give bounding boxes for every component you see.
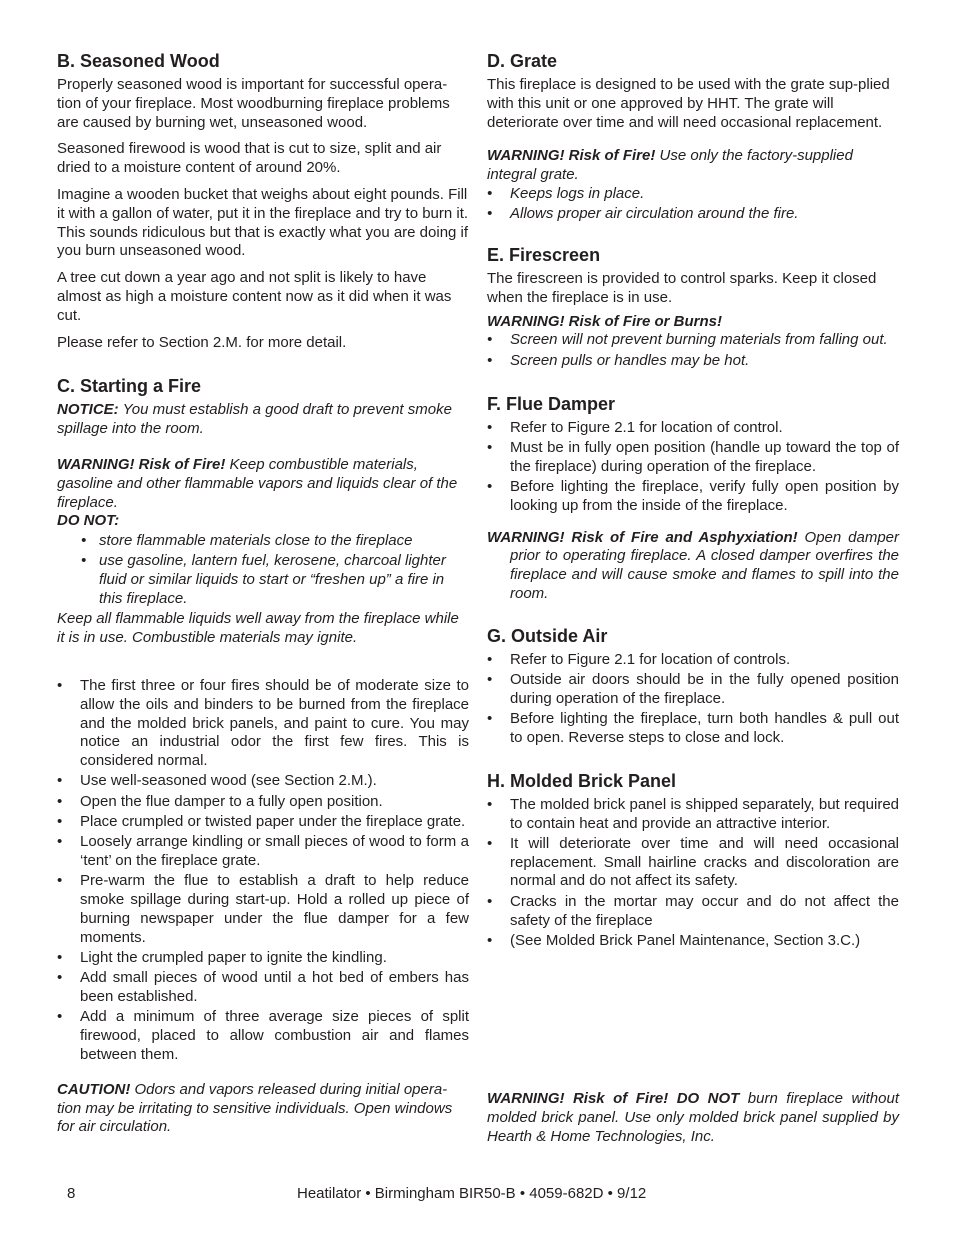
outside-air-list bbox=[487, 651, 899, 748]
notice-label: NOTICE: bbox=[57, 401, 119, 419]
list-item: • The first three or four fires should be of moderate size to allow the oils and binders to be burned from the fireplace and the molded brick panels, and paint to cure. You may notice an industrial odor the first few fires. This is considered normal. bbox=[57, 677, 469, 771]
list-item: • Pre-warm the flue to establish a draft to help reduce smoke spillage during start-up. Hold a rolled up piece of burning newspaper under the flue damper for a few moments. bbox=[57, 872, 469, 947]
flue-damper-list bbox=[487, 419, 899, 516]
section-b-paragraph: Properly seasoned wood is important for successful opera-tion of your fireplace. Most woodburning fireplace problems are caused by burning wet, unseasoned wood. bbox=[57, 76, 450, 131]
list-item: • Screen pulls or handles may be hot. bbox=[487, 352, 899, 371]
caution-text: CAUTION! Odors and vapors released during initial opera-tion may be irritating to sensitive individuals. Open windows for air circulation. bbox=[57, 1080, 453, 1136]
section-b-paragraph: A tree cut down a year ago and not split is likely to have almost as high a moisture content now as it did when it was cut. bbox=[57, 269, 452, 324]
do-not-list bbox=[57, 532, 469, 609]
list-item: • Use well-seasoned wood (see Section 2.M.). bbox=[57, 772, 469, 791]
warning-label: WARNING! Risk of Fire or Burns! bbox=[487, 312, 723, 330]
section-b-paragraph: Imagine a wooden bucket that weighs about eight pounds. Fill it with a gallon of water, put it in the fireplace and try to burn it. This sounds ridiculous but that is exactly what you are doing if you burn unseasoned wood. bbox=[57, 185, 469, 260]
page-number: 8 bbox=[67, 1185, 76, 1202]
list-item: • Allows proper air circulation around the fire. bbox=[487, 205, 899, 224]
section-e-paragraph: The firescreen is provided to control sparks. Keep it closed when the fireplace is in use. bbox=[487, 270, 877, 306]
list-item: • Light the crumpled paper to ignite the kindling. bbox=[57, 949, 469, 968]
list-item: • Place crumpled or twisted paper under the fireplace grate. bbox=[57, 813, 469, 832]
right-column bbox=[487, 50, 899, 952]
section-b-paragraph: Seasoned firewood is wood that is cut to size, split and air dried to a moisture content of around 20%. bbox=[57, 140, 442, 177]
section-f-title: F. Flue Damper bbox=[487, 393, 616, 414]
section-c-title: C. Starting a Fire bbox=[57, 376, 202, 397]
list-item: • use gasoline, lantern fuel, kerosene, charcoal lighter fluid or similar liquids to start or “freshen up” a fire in this fireplace. bbox=[57, 552, 469, 608]
keep-away-text: Keep all flammable liquids well away from the fireplace while it is in use. Combustible materials may ignite. bbox=[57, 610, 459, 647]
list-item: • The molded brick panel is shipped separately, but required to contain heat and provide an attractive interior. bbox=[487, 796, 899, 834]
list-item: • Screen will not prevent burning materials from falling out. bbox=[487, 331, 899, 350]
section-e-title: E. Firescreen bbox=[487, 245, 601, 266]
section-g-title: G. Outside Air bbox=[487, 625, 608, 646]
list-item: • Open the flue damper to a fully open position. bbox=[57, 793, 469, 812]
list-item: • Before lighting the fireplace, verify fully open position by looking up from the inside of the fireplace. bbox=[487, 478, 899, 516]
list-item: • (See Molded Brick Panel Maintenance, Section 3.C.) bbox=[487, 932, 899, 951]
footer-text: Heatilator • Birmingham BIR50-B • 4059-682D • 9/12 bbox=[297, 1185, 647, 1202]
warning-text: WARNING! Risk of Fire! Use only the factory-supplied integral grate. bbox=[487, 147, 853, 184]
warning-label: WARNING! Risk of Fire! bbox=[487, 147, 656, 165]
list-item: • Loosely arrange kindling or small pieces of wood to form a ‘tent’ on the fireplace grate. bbox=[57, 833, 469, 871]
section-h-title: H. Molded Brick Panel bbox=[487, 770, 677, 791]
list-item: • Keeps logs in place. bbox=[487, 185, 899, 204]
starting-fire-steps bbox=[57, 677, 469, 1065]
list-item: • Refer to Figure 2.1 for location of control. bbox=[487, 419, 899, 438]
do-not-label: DO NOT: bbox=[57, 512, 120, 530]
notice-text: NOTICE: You must establish a good draft to prevent smoke spillage into the room. bbox=[57, 401, 452, 438]
warning-label: WARNING! Risk of Fire! bbox=[57, 455, 226, 473]
warning-text: WARNING! Risk of Fire! Keep combustible materials, gasoline and other flammable vapors and liquids clear of the fireplace. bbox=[57, 455, 458, 511]
list-item: • store flammable materials close to the fireplace bbox=[57, 532, 469, 551]
section-d-title: D. Grate bbox=[487, 51, 558, 71]
list-item: • Before lighting the fireplace, turn both handles & pull out to open. Reverse steps to close and lock. bbox=[487, 710, 899, 748]
warning-text: WARNING! Risk of Fire and Asphyxiation! Open damper prior to operating fireplace. A closed damper overfires the fireplace and will cause smoke and flames to spill into the room. bbox=[487, 528, 899, 602]
firescreen-list bbox=[487, 331, 899, 370]
list-item: • Cracks in the mortar may occur and do not affect the safety of the fireplace bbox=[487, 893, 899, 931]
list-item: • Outside air doors should be in the fully opened position during operation of the fireplace. bbox=[487, 671, 899, 709]
list-item: • It will deteriorate over time and will need occasional replacement. Small hairline cracks and discoloration are normal and do not affect its safety. bbox=[487, 835, 899, 891]
warning-label: WARNING! Risk of Fire! DO NOT bbox=[487, 1090, 740, 1107]
left-column bbox=[57, 50, 469, 1137]
list-item: • Must be in fully open position (handle up toward the top of the fireplace) during operation of the fireplace. bbox=[487, 439, 899, 477]
list-item: • Add small pieces of wood until a hot bed of embers has been established. bbox=[57, 969, 469, 1007]
molded-brick-list bbox=[487, 796, 899, 951]
warning-text: WARNING! Risk of Fire! DO NOT burn fireplace without molded brick panel. Use only molded brick panel supplied by Hearth & Home Technologies, Inc. bbox=[487, 1090, 899, 1145]
section-b-paragraph: Please refer to Section 2.M. for more detail. bbox=[57, 333, 347, 351]
list-item: • Refer to Figure 2.1 for location of controls. bbox=[487, 651, 899, 670]
caution-label: CAUTION! bbox=[57, 1080, 131, 1098]
warning-text bbox=[487, 313, 899, 332]
section-d-paragraph: This fireplace is designed to be used with the grate sup-plied with this unit or one approved by HHT. The grate will deteriorate over time and will need occasional replacement. bbox=[487, 76, 890, 131]
section-b-title: B. Seasoned Wood bbox=[57, 51, 220, 71]
list-item: • Add a minimum of three average size pieces of split firewood, placed to allow combustion air and flames between them. bbox=[57, 1008, 469, 1064]
grate-list bbox=[487, 185, 899, 224]
warning-label: WARNING! Risk of Fire and Asphyxiation! bbox=[487, 528, 798, 546]
